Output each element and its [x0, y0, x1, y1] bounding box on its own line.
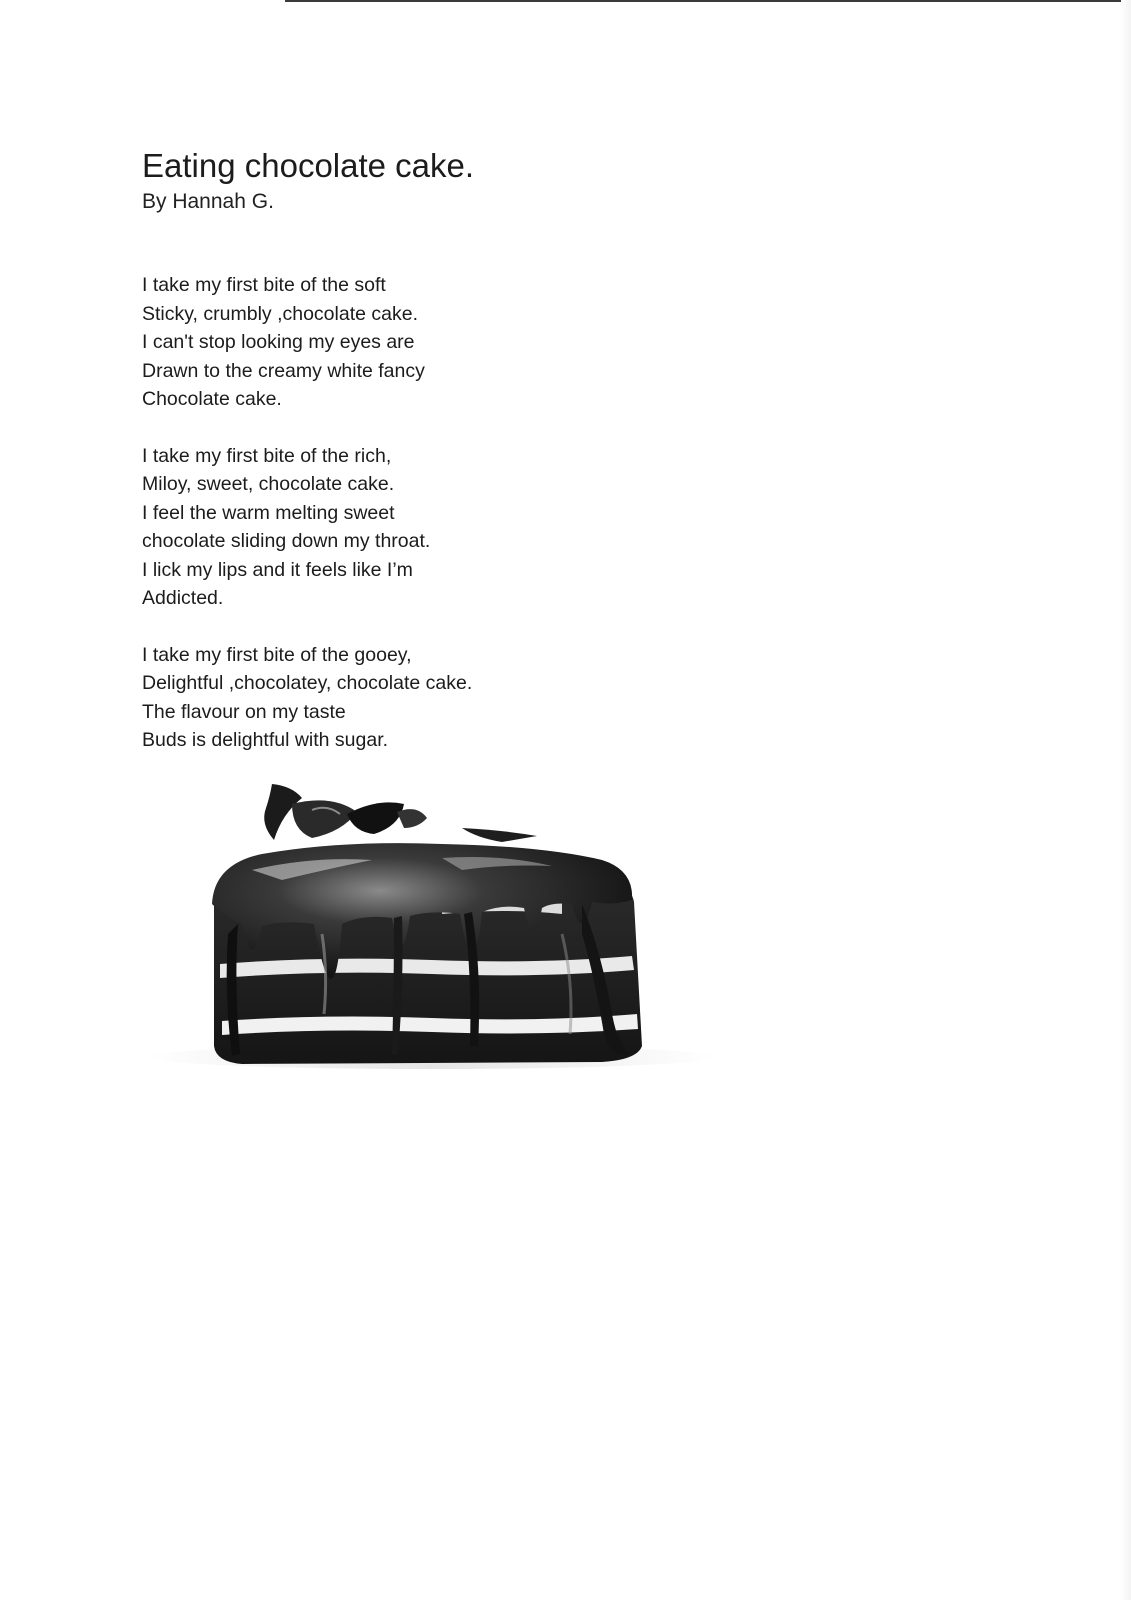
poem-line: chocolate sliding down my throat. [142, 530, 431, 552]
poem-line: I take my first bite of the soft [142, 274, 386, 296]
poem-body [142, 271, 742, 755]
poem-line: I lick my lips and it feels like I’m [142, 558, 413, 581]
poem-line: Miloy, sweet, chocolate cake. [142, 473, 395, 495]
poem-author: By Hannah G. [142, 190, 274, 213]
cake-icon [142, 784, 720, 1076]
poem-line: I feel the warm melting sweet [142, 501, 395, 524]
poem-line: Chocolate cake. [142, 388, 282, 410]
poem-page [142, 146, 742, 783]
poem-line: The flavour on my taste [142, 700, 346, 723]
poem-line: I take my first bite of the gooey, [142, 643, 412, 666]
poem-line: Delightful ,chocolatey, chocolate cake. [142, 672, 473, 694]
poem-line: I take my first bite of the rich, [142, 444, 392, 467]
scan-border-right [1121, 0, 1131, 1600]
poem-line: Drawn to the creamy white fancy [142, 359, 425, 382]
stanza-3 [142, 641, 742, 755]
stanza-2 [142, 442, 742, 613]
poem-line: Addicted. [142, 587, 224, 609]
poem-line: I can't stop looking my eyes are [142, 331, 415, 353]
chocolate-cake-illustration [142, 784, 720, 1076]
scan-border-top [285, 0, 1131, 2]
stanza-1 [142, 271, 742, 414]
poem-line: Sticky, crumbly ,chocolate cake. [142, 302, 418, 325]
poem-title: Eating chocolate cake. [142, 147, 475, 184]
poem-line: Buds is delightful with sugar. [142, 729, 389, 751]
